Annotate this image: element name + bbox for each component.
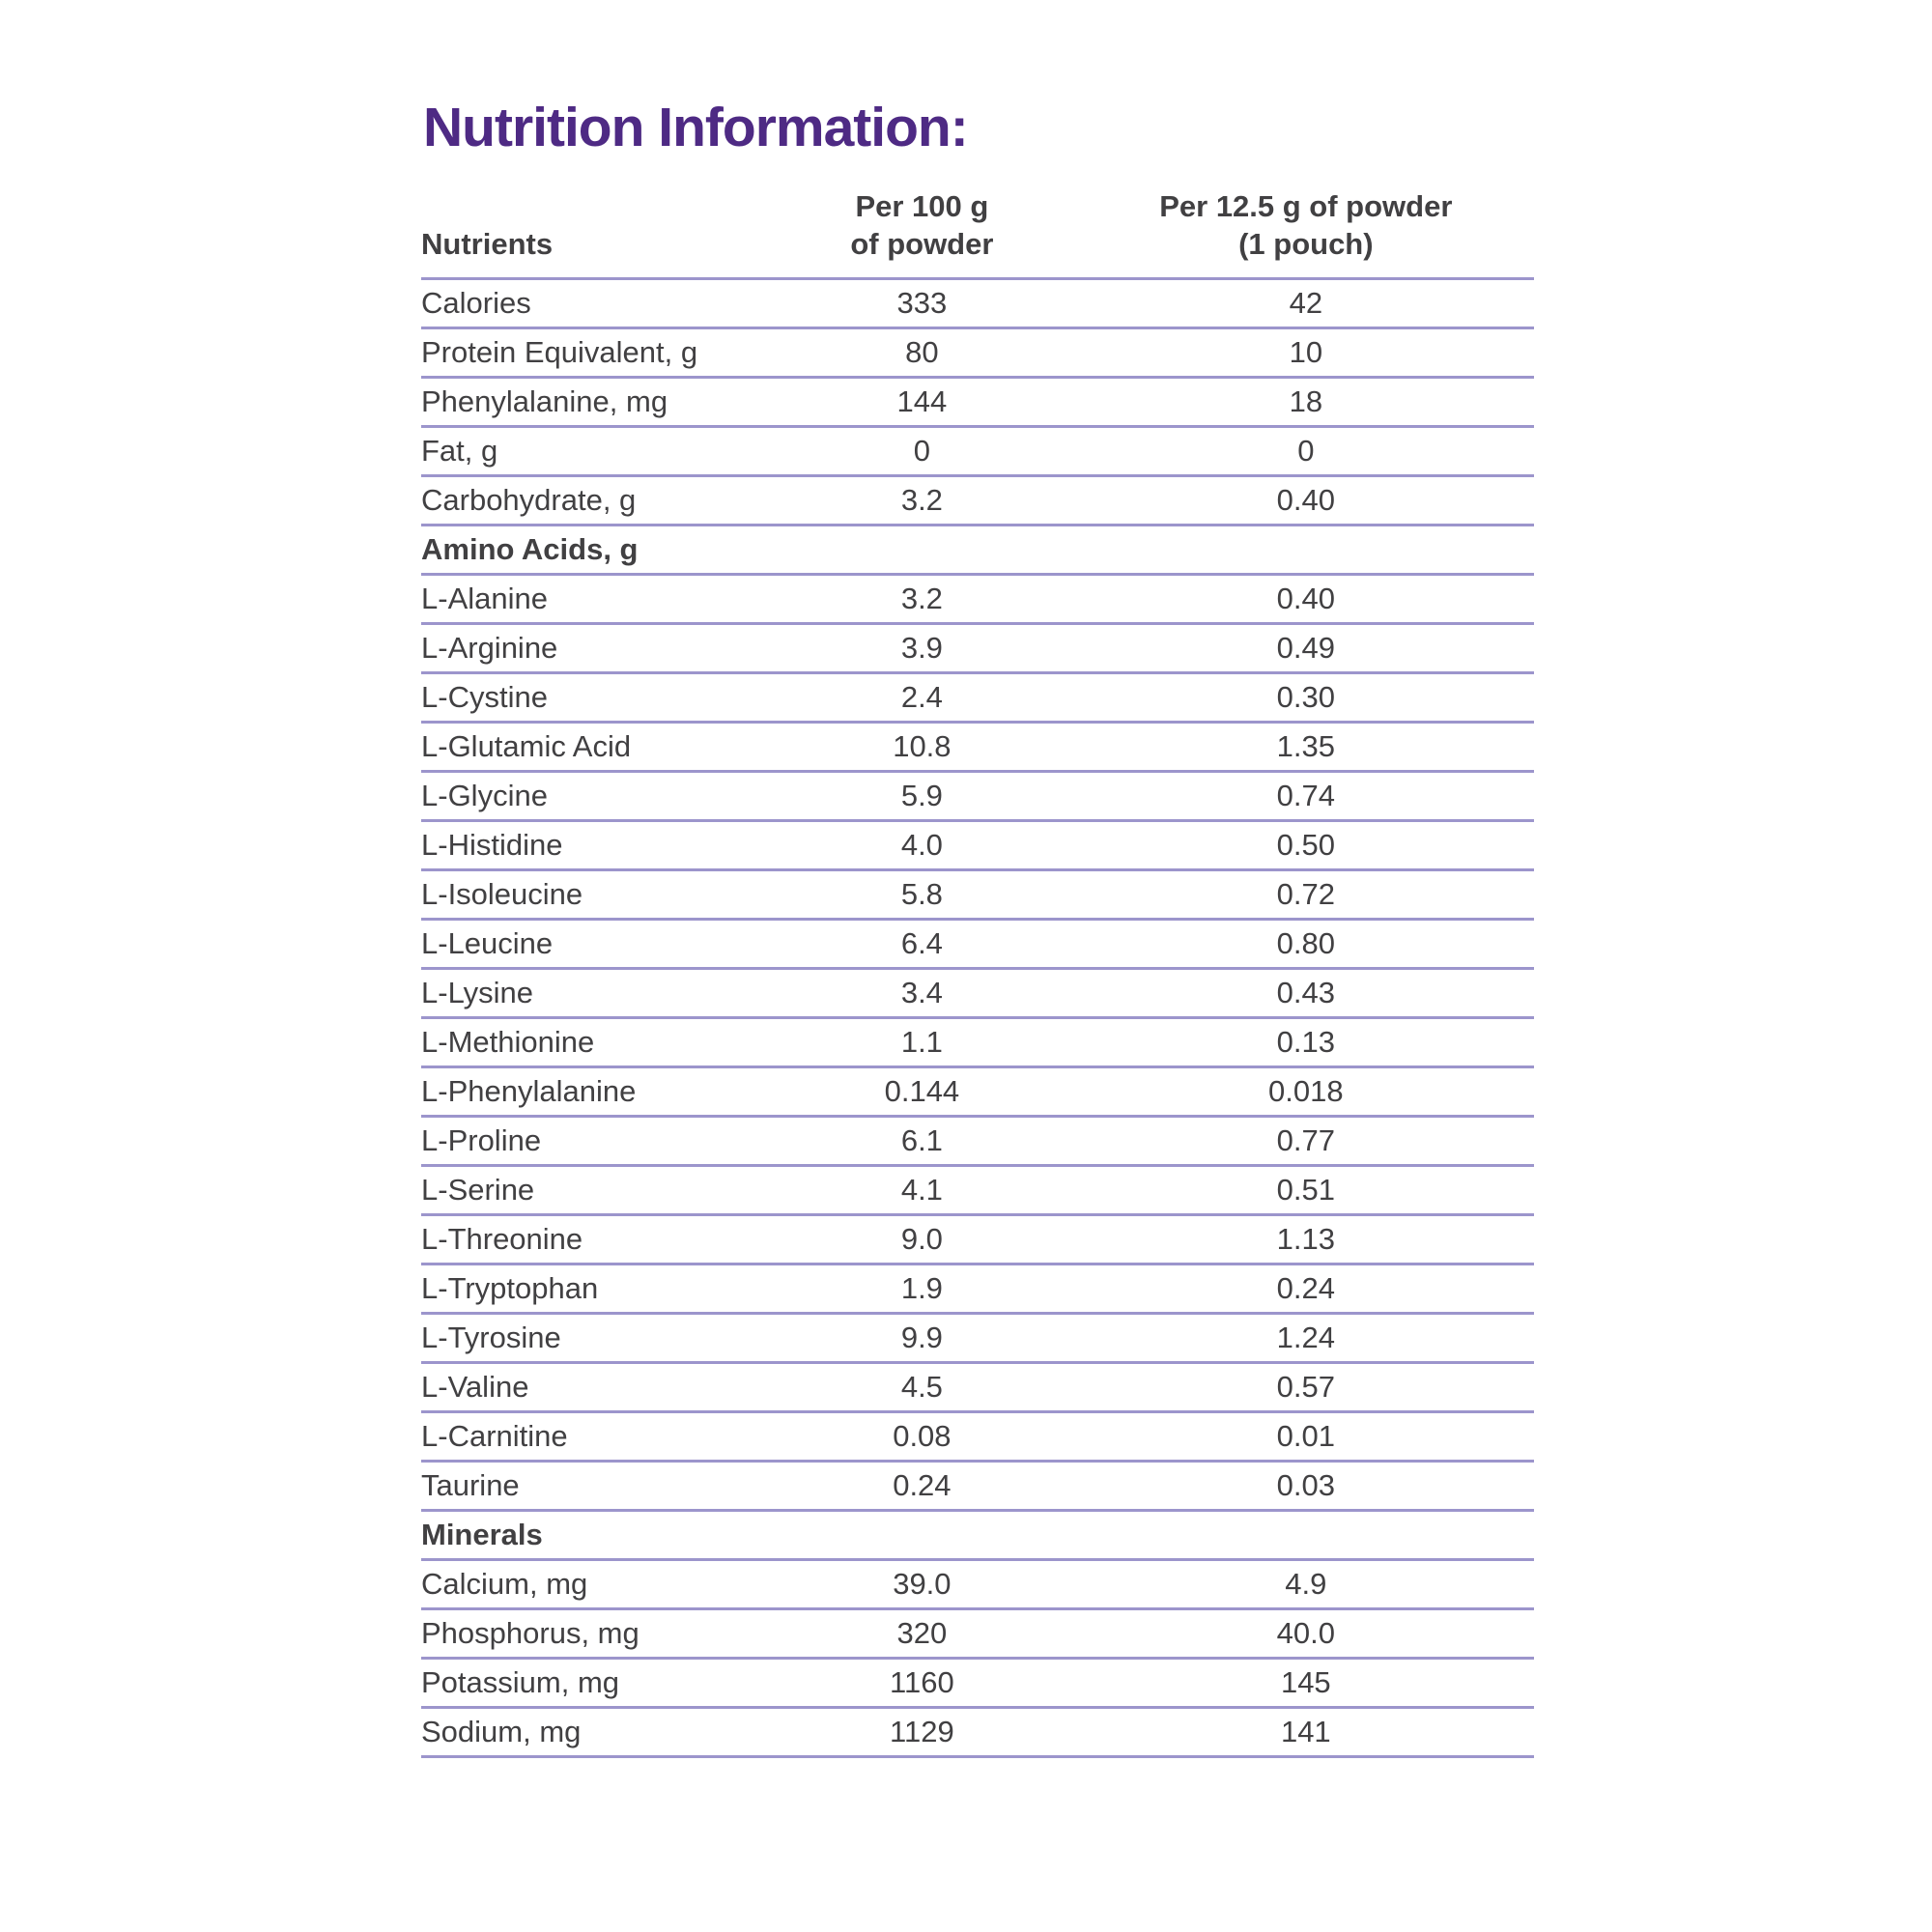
nutrient-name: Phosphorus, mg <box>421 1608 766 1658</box>
table-row <box>421 327 1534 377</box>
nutrient-name: L-Methionine <box>421 1017 766 1066</box>
value-per-pouch: 1.35 <box>1078 722 1534 771</box>
value-per-100g: 1.9 <box>766 1264 1078 1313</box>
value-per-100g: 144 <box>766 377 1078 426</box>
value-per-100g: 0 <box>766 426 1078 475</box>
nutrient-name: Calories <box>421 278 766 327</box>
nutrient-name: Sodium, mg <box>421 1707 766 1756</box>
value-per-pouch: 0.01 <box>1078 1411 1534 1461</box>
column-header-per-100g <box>766 187 1078 279</box>
table-row <box>421 1362 1534 1411</box>
per-pouch-line2: (1 pouch) <box>1238 227 1374 262</box>
value-per-100g: 1160 <box>766 1658 1078 1707</box>
value-per-pouch: 42 <box>1078 278 1534 327</box>
nutrient-name: L-Cystine <box>421 672 766 722</box>
per-pouch-line1: Per 12.5 g of powder <box>1159 188 1453 223</box>
table-row <box>421 1116 1534 1165</box>
value-per-pouch: 40.0 <box>1078 1608 1534 1658</box>
value-per-pouch: 10 <box>1078 327 1534 377</box>
nutrient-name: L-Histidine <box>421 820 766 869</box>
nutrient-name: Taurine <box>421 1461 766 1510</box>
nutrient-name: L-Arginine <box>421 623 766 672</box>
nutrient-name: L-Phenylalanine <box>421 1066 766 1116</box>
per-100g-line1: Per 100 g <box>855 188 989 223</box>
nutrient-name: L-Glutamic Acid <box>421 722 766 771</box>
table-row <box>421 1214 1534 1264</box>
table-row <box>421 278 1534 327</box>
value-per-100g: 10.8 <box>766 722 1078 771</box>
value-per-100g: 6.4 <box>766 919 1078 968</box>
table-row <box>421 623 1534 672</box>
table-row <box>421 1707 1534 1756</box>
nutrient-name: L-Isoleucine <box>421 869 766 919</box>
column-header-per-pouch <box>1078 187 1534 279</box>
value-per-100g: 1129 <box>766 1707 1078 1756</box>
table-row <box>421 771 1534 820</box>
table-row <box>421 426 1534 475</box>
value-per-100g: 3.2 <box>766 574 1078 623</box>
nutrient-name: L-Serine <box>421 1165 766 1214</box>
value-per-100g: 4.1 <box>766 1165 1078 1214</box>
nutrient-name: L-Tyrosine <box>421 1313 766 1362</box>
nutrition-sheet <box>421 97 1534 1758</box>
section-row <box>421 1510 1534 1559</box>
nutrient-name: L-Carnitine <box>421 1411 766 1461</box>
nutrient-name: Potassium, mg <box>421 1658 766 1707</box>
column-header-nutrients: Nutrients <box>421 227 554 262</box>
table-row <box>421 574 1534 623</box>
value-per-pouch: 4.9 <box>1078 1559 1534 1608</box>
value-per-100g: 4.0 <box>766 820 1078 869</box>
value-per-pouch: 145 <box>1078 1658 1534 1707</box>
value-per-pouch: 0.018 <box>1078 1066 1534 1116</box>
value-per-100g: 3.2 <box>766 475 1078 525</box>
value-per-pouch: 0.80 <box>1078 919 1534 968</box>
nutrient-name: L-Proline <box>421 1116 766 1165</box>
nutrient-name: Calcium, mg <box>421 1559 766 1608</box>
value-per-pouch: 141 <box>1078 1707 1534 1756</box>
value-per-100g: 9.0 <box>766 1214 1078 1264</box>
table-row <box>421 968 1534 1017</box>
value-per-pouch: 0.57 <box>1078 1362 1534 1411</box>
nutrient-name: Carbohydrate, g <box>421 475 766 525</box>
value-per-pouch: 0.51 <box>1078 1165 1534 1214</box>
value-per-100g: 6.1 <box>766 1116 1078 1165</box>
section-row <box>421 525 1534 574</box>
table-row <box>421 1658 1534 1707</box>
value-per-pouch: 0 <box>1078 426 1534 475</box>
table-body <box>421 278 1534 1756</box>
section-label: Minerals <box>421 1510 1534 1559</box>
table-row <box>421 722 1534 771</box>
nutrient-name: Protein Equivalent, g <box>421 327 766 377</box>
nutrient-name: L-Valine <box>421 1362 766 1411</box>
value-per-100g: 9.9 <box>766 1313 1078 1362</box>
value-per-100g: 5.9 <box>766 771 1078 820</box>
table-row <box>421 1608 1534 1658</box>
header-row <box>421 187 1534 279</box>
nutrient-name: L-Alanine <box>421 574 766 623</box>
value-per-pouch: 1.24 <box>1078 1313 1534 1362</box>
value-per-100g: 4.5 <box>766 1362 1078 1411</box>
table-row <box>421 1165 1534 1214</box>
value-per-pouch: 0.03 <box>1078 1461 1534 1510</box>
value-per-pouch: 0.43 <box>1078 968 1534 1017</box>
table-row <box>421 1313 1534 1362</box>
value-per-100g: 1.1 <box>766 1017 1078 1066</box>
nutrient-name: L-Threonine <box>421 1214 766 1264</box>
value-per-pouch: 18 <box>1078 377 1534 426</box>
value-per-100g: 333 <box>766 278 1078 327</box>
table-row <box>421 1559 1534 1608</box>
value-per-100g: 0.24 <box>766 1461 1078 1510</box>
nutrient-name: L-Lysine <box>421 968 766 1017</box>
value-per-100g: 80 <box>766 327 1078 377</box>
value-per-100g: 0.08 <box>766 1411 1078 1461</box>
nutrient-name: L-Leucine <box>421 919 766 968</box>
table-row <box>421 869 1534 919</box>
value-per-pouch: 0.72 <box>1078 869 1534 919</box>
value-per-100g: 320 <box>766 1608 1078 1658</box>
table-row <box>421 672 1534 722</box>
nutrient-name: L-Glycine <box>421 771 766 820</box>
per-100g-line2: of powder <box>850 227 994 262</box>
value-per-100g: 3.9 <box>766 623 1078 672</box>
value-per-100g: 3.4 <box>766 968 1078 1017</box>
value-per-100g: 2.4 <box>766 672 1078 722</box>
table-row <box>421 1461 1534 1510</box>
value-per-100g: 0.144 <box>766 1066 1078 1116</box>
value-per-pouch: 1.13 <box>1078 1214 1534 1264</box>
table-row <box>421 1411 1534 1461</box>
value-per-pouch: 0.13 <box>1078 1017 1534 1066</box>
value-per-pouch: 0.74 <box>1078 771 1534 820</box>
value-per-pouch: 0.24 <box>1078 1264 1534 1313</box>
page-title: Nutrition Information: <box>423 97 968 158</box>
value-per-pouch: 0.40 <box>1078 475 1534 525</box>
table-header <box>421 187 1534 279</box>
value-per-100g: 5.8 <box>766 869 1078 919</box>
table-row <box>421 820 1534 869</box>
value-per-100g: 39.0 <box>766 1559 1078 1608</box>
nutrient-name: L-Tryptophan <box>421 1264 766 1313</box>
section-label: Amino Acids, g <box>421 525 1534 574</box>
value-per-pouch: 0.40 <box>1078 574 1534 623</box>
table-row <box>421 1017 1534 1066</box>
value-per-pouch: 0.50 <box>1078 820 1534 869</box>
nutrient-name: Phenylalanine, mg <box>421 377 766 426</box>
nutrient-name: Fat, g <box>421 426 766 475</box>
value-per-pouch: 0.30 <box>1078 672 1534 722</box>
table-row <box>421 919 1534 968</box>
nutrition-table <box>421 187 1534 1758</box>
table-row <box>421 1264 1534 1313</box>
value-per-pouch: 0.49 <box>1078 623 1534 672</box>
table-row <box>421 1066 1534 1116</box>
table-row <box>421 377 1534 426</box>
value-per-pouch: 0.77 <box>1078 1116 1534 1165</box>
table-row <box>421 475 1534 525</box>
